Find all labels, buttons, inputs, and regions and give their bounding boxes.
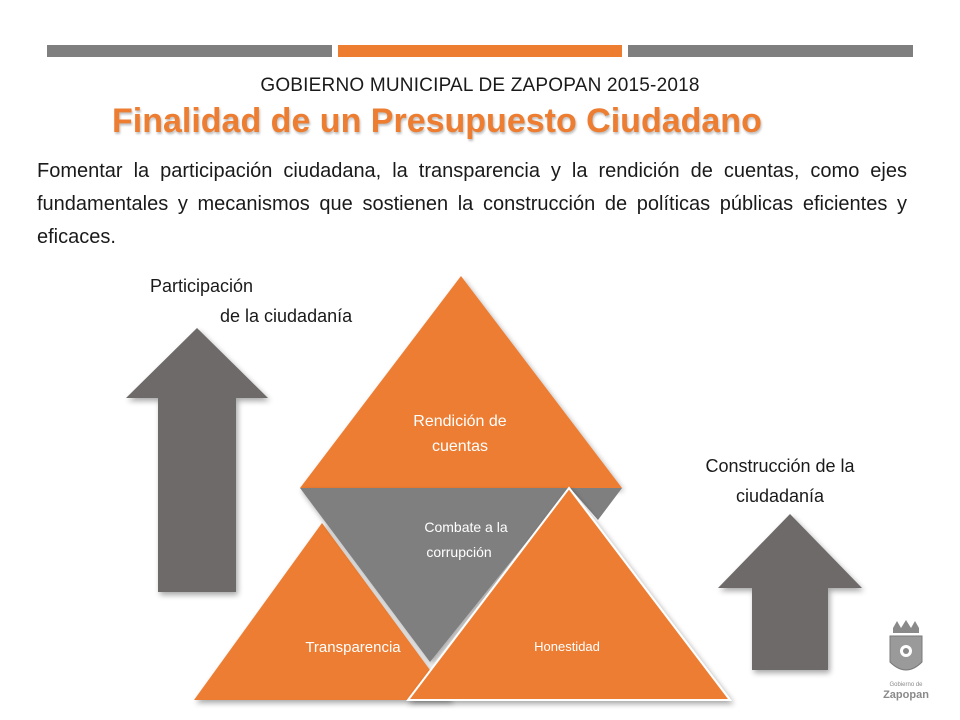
description-paragraph: Fomentar la participación ciudadana, la transparencia y la rendición de cuentas, como ejes fundamentales y mecanismos que sostienen la construcción de políticas públicas eficientes y eficaces.	[37, 160, 907, 248]
triangle-rendicion-de-cuentas	[300, 276, 622, 488]
label-honestidad: Honestidad	[534, 639, 600, 654]
label-combate-line1: Combate a la	[424, 519, 508, 535]
left-arrow-label-line1: Participación	[150, 276, 254, 296]
label-rendicion-line1: Rendición de	[413, 413, 507, 430]
label-combate-line2: corrupción	[426, 544, 492, 560]
left-arrow-label-line2: de la ciudadanía	[220, 306, 353, 326]
right-arrow-label: Construcción de la ciudadanía	[705, 456, 855, 506]
organization-heading: GOBIERNO MUNICIPAL DE ZAPOPAN 2015-2018	[260, 75, 700, 96]
page-title: Finalidad de un Presupuesto Ciudadano	[112, 102, 762, 140]
zapopan-logo	[883, 620, 929, 701]
label-rendicion-line2: cuentas	[431, 438, 489, 455]
left-up-arrow	[126, 328, 268, 592]
logo-name: Zapopan	[883, 689, 929, 701]
logo-small-text: Gobierno de	[889, 682, 923, 688]
label-transparencia: Transparencia	[305, 639, 401, 656]
right-up-arrow	[718, 514, 862, 670]
